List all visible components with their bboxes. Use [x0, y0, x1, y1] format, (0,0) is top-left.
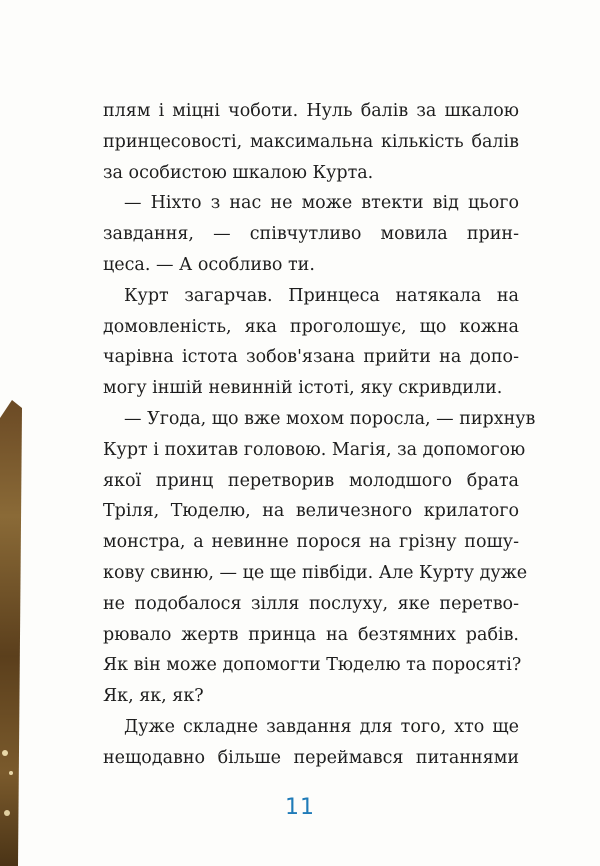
text-line: — Ніхто з нас не може втекти від цього — [124, 193, 519, 214]
text-line: — Угода, що вже мохом поросла, — пирхнув — [124, 408, 536, 429]
text-line: завдання, — співчутливо мовила прин- — [103, 224, 519, 245]
text-line: якої принц перетворив молодшого брата — [103, 470, 519, 491]
text-line: кову свиню, — це ще півбіди. Але Курту дуже — [103, 562, 528, 583]
text-line: Як він може допомогти Тюделю та поросяті? — [103, 655, 522, 676]
text-line: могу іншій невинній істоті, яку скривдили. — [103, 378, 503, 399]
text-line: рювало жертв принца на безтямних рабів. — [103, 624, 519, 645]
text-line: чарівна істота зобов'язана прийти на допо- — [103, 347, 519, 368]
text-line: Курт і похитав головою. Магія, за допомогою — [103, 439, 526, 460]
body-text — [103, 96, 536, 774]
text-line: нещодавно більше переймався питаннями — [103, 747, 519, 768]
text-line: домовленість, яка проголошує, що кожна — [103, 316, 519, 337]
text-line: плям і міцні чоботи. Нуль балів за шкалою — [103, 101, 519, 121]
text-line: принцесовості, максимальна кількість балів — [103, 131, 519, 152]
text-line: Курт загарчав. Принцеса натякала на — [124, 285, 519, 306]
text-line: Дуже складне завдання для того, хто ще — [124, 716, 519, 737]
text-line: цеса. — А особливо ти. — [103, 254, 315, 275]
page-number: 11 — [285, 795, 315, 820]
text-line: монстра, а невинне порося на грізну пошу- — [103, 532, 519, 553]
text-line: Тріля, Тюделю, на величезного крилатого — [103, 501, 519, 522]
text-line: за особистою шкалою Курта. — [103, 162, 374, 183]
text-line: Як, як, як? — [103, 686, 204, 707]
text-line: не подобалося зілля послуху, яке перетво- — [103, 593, 519, 614]
